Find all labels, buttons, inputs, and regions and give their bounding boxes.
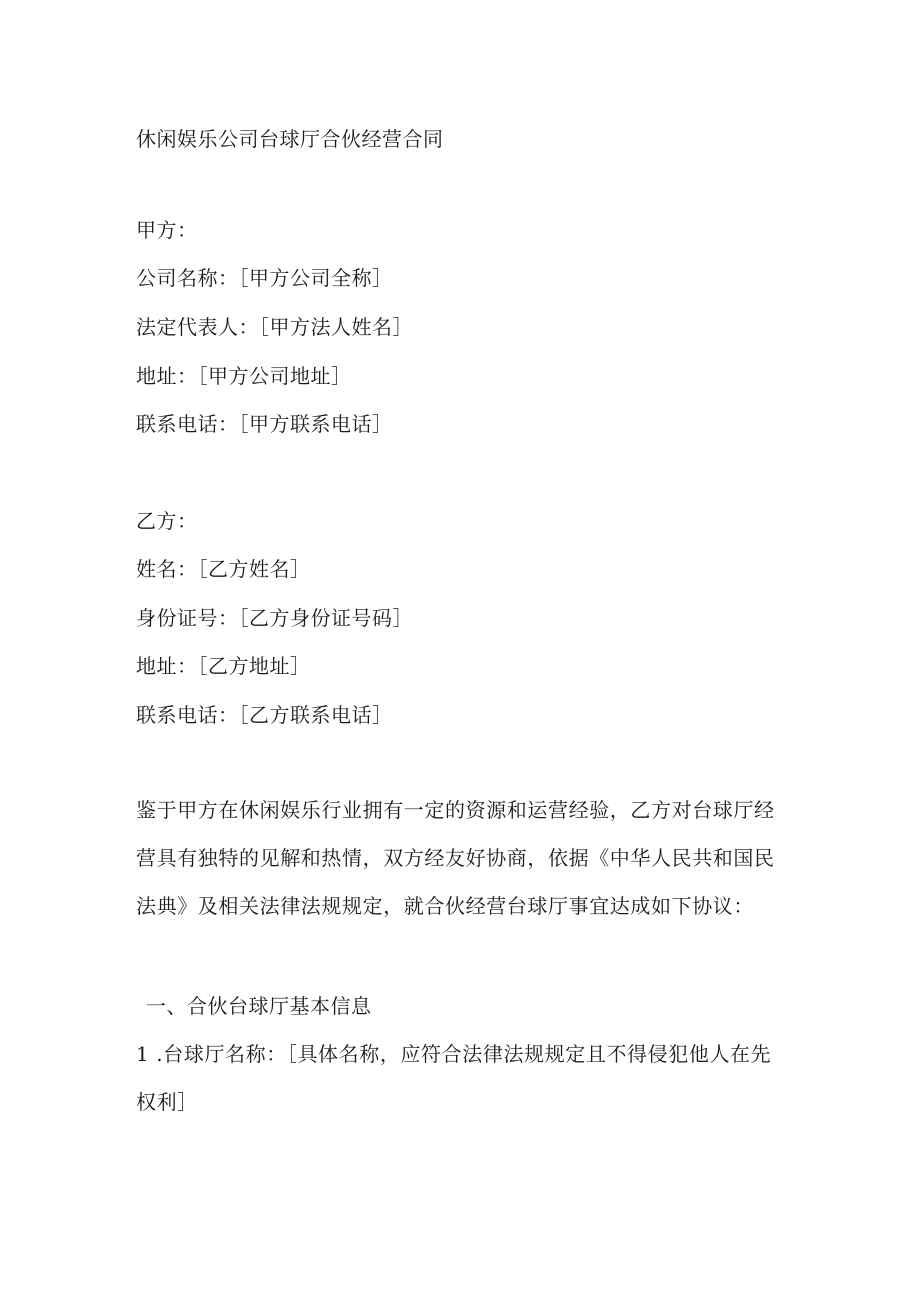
document-title: 休闲娱乐公司台球厅合伙经营合同 — [136, 127, 444, 151]
party-b-address: 地址：［乙方地址］ — [136, 654, 311, 678]
party-a-address: 地址：［甲方公司地址］ — [136, 364, 352, 388]
party-b-phone: 联系电话：［乙方联系电话］ — [136, 703, 393, 727]
party-a-heading: 甲方： — [136, 218, 198, 242]
party-a-phone: 联系电话：［甲方联系电话］ — [136, 412, 393, 436]
section-1-item-1: 1 .台球厅名称：［具体名称，应符合法律法规规定且不得侵犯他人在先权利］ — [136, 1042, 772, 1114]
party-a-company-name: 公司名称：［甲方公司全称］ — [136, 266, 393, 290]
party-b-name: 姓名：［乙方姓名］ — [136, 557, 311, 581]
preamble-paragraph: 鉴于甲方在休闲娱乐行业拥有一定的资源和运营经验，乙方对台球厅经营具有独特的见解和热情，双方经友好协商，依据《中华人民共和国民法典》及相关法律法规规定，就合伙经营台球厅事宜达成如下协议： — [136, 798, 775, 918]
party-a-legal-rep: 法定代表人：［甲方法人姓名］ — [136, 315, 413, 339]
party-b-heading: 乙方： — [136, 509, 198, 533]
section-1-heading: 一、合伙台球厅基本信息 — [146, 994, 372, 1018]
party-b-id-number: 身份证号：［乙方身份证号码］ — [136, 606, 413, 630]
